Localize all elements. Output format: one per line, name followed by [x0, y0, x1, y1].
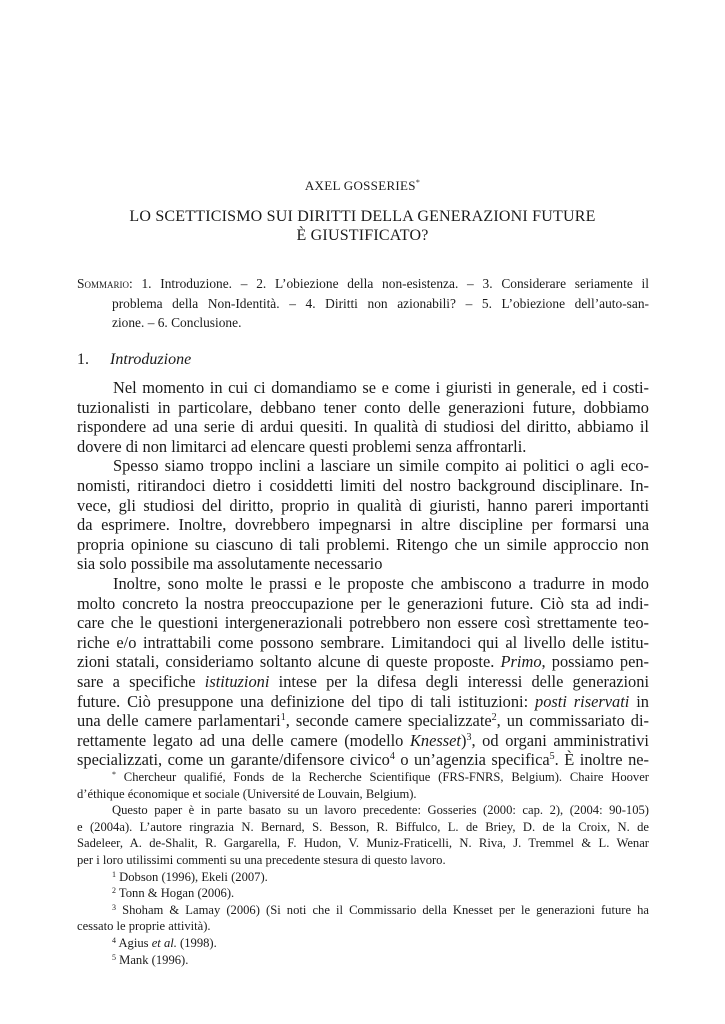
section-number: 1.: [77, 351, 89, 368]
paragraph-2-line: vece, gli studiosi del diritto, proprio in qualità di giuristi, hanno pareri importanti: [77, 495, 649, 515]
paragraph-3-line: una delle camere parlamentari$^1$, seconde camere specializzate$^2$, un commissariato di-: [77, 711, 649, 731]
title-line-2: È GIUSTIFICATO?: [296, 227, 429, 244]
author-footnote-marker: *: [415, 178, 421, 187]
section-title: Introduzione: [110, 351, 192, 368]
paragraph-1-line: rispondere ad una serie di ardui quesiti. In qualità di studiosi del diritto, abbiamo il: [77, 417, 649, 437]
paragraph-3-line: rettamente legato ad una delle camere (modello Knesset)$^3$, od organi amministrativi: [77, 730, 649, 750]
footnote-5: $^5$ Mank (1996).: [112, 952, 189, 967]
footnote-ref-1[interactable]: 1: [280, 712, 286, 724]
footnote-4: $^4$ Agius et al. (1998).: [112, 935, 217, 950]
title-line-1: LO SCETTICISMO SUI DIRITTI DELLA GENERAZIONI FUTURE: [129, 208, 596, 225]
paragraph-1-line: Nel momento in cui ci domandiamo se e come i giuristi in generale, ed i costi-: [113, 378, 649, 397]
footnote-ref-2[interactable]: 2: [491, 712, 497, 724]
paragraph-3-line: care che le questioni intergenerazionali potrebbero non essere così strettamente teo-: [77, 613, 649, 633]
paragraph-3-line: specializzati, come un garante/difensore civico$^4$ o un’agenzia specifica$^5$. È inoltre ne-: [77, 750, 649, 770]
footnote-2-marker: 2: [112, 886, 116, 896]
paragraph-1-line: dovere di non limitarci ad elencare questi problemi senza affrontarli.: [77, 436, 527, 456]
author-name: AXEL GOSSERIES*: [304, 178, 421, 193]
footnote-5-marker: 5: [112, 952, 116, 962]
paragraph-2-line: da esprimere. Inoltre, dovrebbero impegnarsi in altre discipline per formarsi una: [77, 515, 649, 535]
footnote-ref-3[interactable]: 3: [466, 731, 472, 743]
footnote-star-line: Sadeleer, A. de-Shalit, R. Gargarella, F. Hudon, V. Muniz-Fraticelli, N. Riva, J. Tremmel & L. Wenar: [77, 836, 649, 851]
paragraph-2-line: propria opinione su ciascuno di tali problemi. Ritengo che un simile approccio non: [77, 534, 649, 554]
paragraph-2-line: Spesso siamo troppo inclini a lasciare un simile compito ai politici o agli eco-: [113, 456, 649, 476]
footnote-star-line: d’éthique économique et sociale (Université de Louvain, Belgium).: [77, 786, 417, 801]
italic-knesset: Knesset: [410, 730, 461, 750]
footnote-3: $^3$ Shoham & Lamay (2006) (Si noti che il Commissario della Knesset per le generazioni future ha: [112, 902, 649, 917]
summary-line-3: zione. – 6. Conclusione.: [112, 315, 242, 331]
italic-primo: Primo: [500, 652, 542, 672]
summary-label: Sommario:: [77, 276, 133, 291]
paragraph-2-line: sia solo possibile ma assolutamente necessario: [77, 554, 383, 574]
footnote-3-line: cessato le proprie attività).: [77, 919, 211, 934]
footnotes: [77, 769, 649, 968]
summary-line-2: problema della Non-Identità. – 4. Diritti non azionabili? – 5. L’obiezione dell’auto-san-: [112, 295, 649, 311]
footnote-star-marker: *: [112, 770, 116, 779]
footnote-star: * Chercheur qualifié, Fonds de la Recherche Scientifique (FRS-FNRS, Belgium). Chaire Hoover: [112, 770, 649, 784]
footnote-star-line: e (2004a). L’autore ringrazia N. Bernard, S. Besson, R. Biffulco, L. de Briey, D. de la Croix, N. de: [77, 819, 649, 834]
paragraph-1-line: tuzionalisti in particolare, debbano tener conto delle generazioni future, dobbiamo: [77, 397, 649, 417]
paragraph-3-line: zioni statali, consideriamo soltanto alcune di queste proposte. Primo, possiamo pen-: [77, 652, 649, 672]
footnote-star-line: Questo paper è in parte basato su un lavoro precedente: Gosseries (2000: cap. 2), (2004: 90-105): [112, 803, 649, 818]
paragraph-2-line: nomisti, ritirandoci dietro i cosiddetti limiti del nostro background disciplinare. In-: [77, 475, 649, 495]
paragraph-3-line: Inoltre, sono molte le prassi e le proposte che ambiscono a tradurre in modo: [113, 573, 649, 593]
footnote-2: $^2$ Tonn & Hogan (2006).: [112, 886, 235, 901]
footnote-1: $^1$ Dobson (1996), Ekeli (2007).: [112, 869, 268, 884]
paragraph-3-line: molto concreto la nostra preoccupazione per le generazioni future. Ciò sta ad indi-: [77, 593, 649, 613]
section-heading: [77, 351, 191, 369]
footnote-ref-5[interactable]: 5: [549, 751, 555, 763]
summary-line-1: 1. Introduzione. – 2. L’obiezione della non-esistenza. – 3. Considerare seriamente il: [132, 276, 649, 291]
body-text: [77, 378, 649, 770]
italic-et-al: et al.: [151, 935, 177, 950]
italic-istituzioni: istituzioni: [204, 671, 270, 691]
summary-block: [77, 275, 649, 334]
article-title: [0, 207, 725, 245]
paragraph-3-line: riche e/o intrattabili come possono sembrare. Limitandoci qui al livello delle istitu-: [77, 632, 649, 652]
footnote-ref-4[interactable]: 4: [389, 751, 395, 763]
paragraph-3-line: future. Ciò presuppone una definizione del tipo di tali istituzioni: posti riservati in: [77, 691, 649, 711]
footnote-star-line: per i loro utilissimi commenti su una precedente stesura di questo lavoro.: [77, 852, 446, 867]
footnote-1-marker: 1: [112, 869, 116, 879]
italic-posti-riservati: posti riservati: [535, 691, 630, 711]
paragraph-3-line: sare a specifiche istituzioni intese per la difesa degli interessi delle generazioni: [77, 671, 649, 691]
footnote-3-marker: 3: [112, 902, 116, 912]
footnote-4-marker: 4: [112, 935, 116, 945]
